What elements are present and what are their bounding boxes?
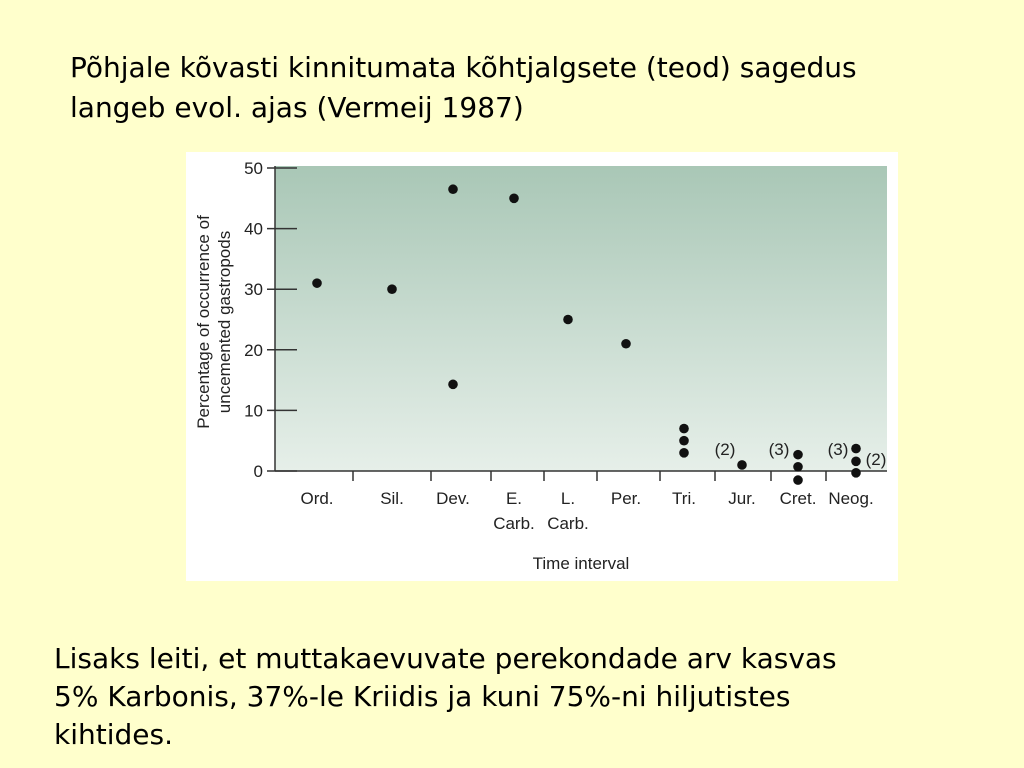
- x-tick-label: Neog.: [828, 489, 874, 508]
- data-point: [679, 448, 689, 458]
- data-point: [793, 450, 803, 460]
- annotation-label: (3): [768, 440, 790, 460]
- data-point: [387, 284, 397, 294]
- x-axis-title: Time interval: [532, 554, 630, 573]
- data-point: [448, 380, 458, 390]
- chart-panel: [186, 152, 898, 581]
- y-tick-label: 10: [244, 401, 263, 421]
- annotation-label: (2): [714, 440, 736, 460]
- annotation-label: (2): [865, 449, 887, 469]
- slide-body-text: [54, 640, 994, 754]
- x-tick-label: L.: [560, 489, 576, 508]
- data-point: [509, 194, 519, 204]
- data-point: [793, 475, 803, 485]
- x-tick-label: Tri.: [672, 489, 696, 508]
- y-tick-label: 20: [244, 340, 263, 360]
- plot-area: [275, 166, 887, 471]
- data-point: [563, 315, 573, 325]
- x-tick-label: Dev.: [436, 489, 470, 508]
- y-axis-title-line-2: uncemented gastropods: [215, 230, 234, 414]
- slide-title-line-2: langeb evol. ajas (Vermeij 1987): [70, 91, 524, 124]
- body-line-2: 5% Karbonis, 37%-le Kriidis ja kuni 75%-ni hiljutistes: [54, 680, 791, 713]
- x-tick-label: Carb.: [493, 514, 535, 533]
- body-line-1: Lisaks leiti, et muttakaevuvate perekondade arv kasvas: [54, 642, 837, 675]
- x-tick-label: Carb.: [547, 514, 589, 533]
- data-point: [851, 457, 861, 467]
- scatter-chart: [186, 152, 898, 581]
- data-point: [621, 339, 631, 349]
- annotation-label: (3): [827, 440, 849, 460]
- x-tick-label: Sil.: [380, 489, 404, 508]
- data-point: [679, 424, 689, 434]
- x-tick-label: Jur.: [728, 489, 756, 508]
- y-tick-label: 40: [244, 219, 263, 239]
- x-tick-label: Cret.: [779, 489, 817, 508]
- y-tick-label: 50: [244, 159, 263, 178]
- y-axis-title: [194, 215, 234, 429]
- x-tick-label: Per.: [610, 489, 642, 508]
- slide-title-line-1: Põhjale kõvasti kinnitumata kõhtjalgsete (teod) sagedus: [70, 51, 857, 84]
- x-tick-label: E.: [505, 489, 523, 508]
- body-line-3: kihtides.: [54, 718, 173, 751]
- data-point: [312, 278, 322, 288]
- data-point: [793, 462, 803, 472]
- data-point: [851, 444, 861, 454]
- y-tick-label: 0: [253, 462, 263, 481]
- y-tick-label: 30: [244, 280, 263, 300]
- y-axis-title-line-1: Percentage of occurrence of: [194, 215, 213, 429]
- data-point: [737, 460, 747, 470]
- slide-title: [70, 48, 990, 128]
- data-point: [851, 468, 861, 478]
- data-point: [448, 184, 458, 194]
- data-point: [679, 436, 689, 446]
- x-tick-label: Ord.: [300, 489, 334, 508]
